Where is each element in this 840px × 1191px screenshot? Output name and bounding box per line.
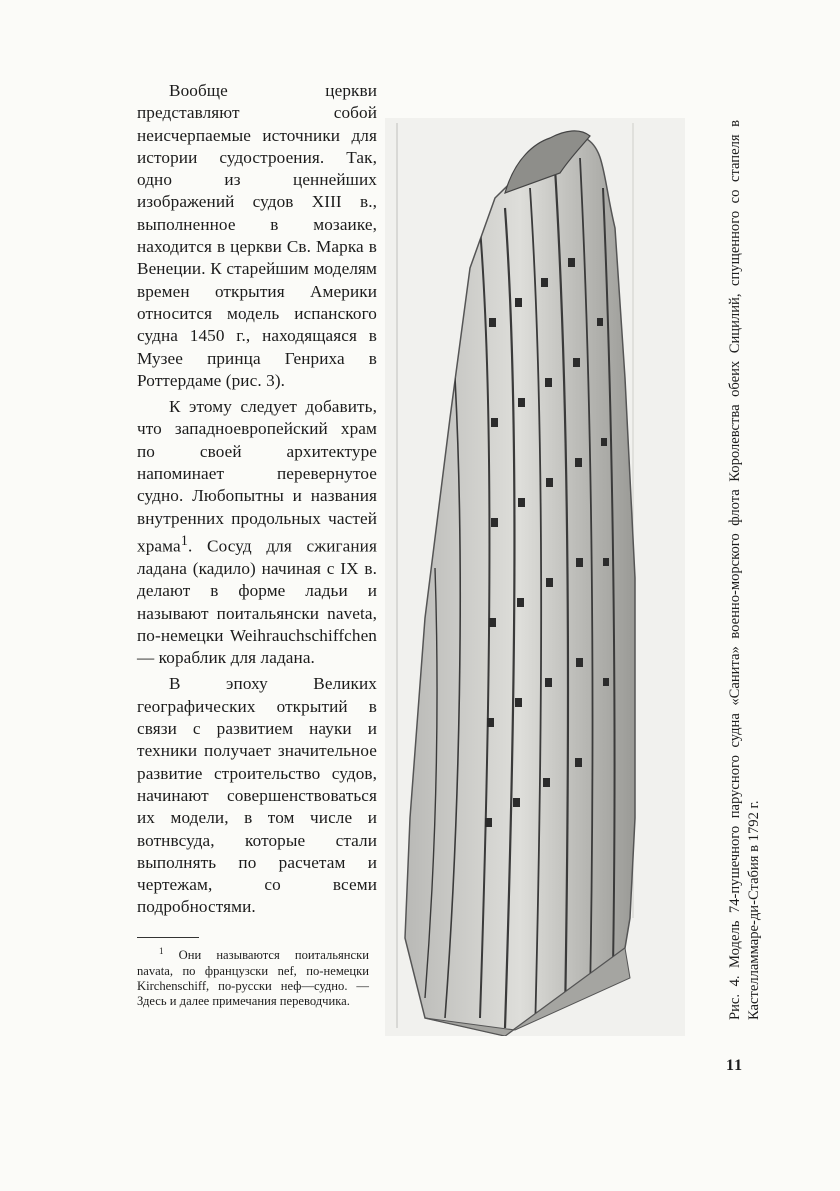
- paragraph-churches: Вообще церкви представляют собой неисчерпаемые источники для истории судостроения. Так, одно из ценнейших изображений судов XIII в., выполненное в мозаике, находится в церкви Св. Марка в Венеции. К старейшим моделям времен открытия Америки относится модель испанского судна 1450 г., находящаяся в Музее принца Генриха в Роттердаме (рис. 3).: [137, 81, 377, 390]
- figure-caption: [726, 120, 764, 1020]
- paragraph-temple-architecture: [137, 396, 377, 669]
- paragraph-temple-text-rest: . Сосуд для сжигания ладана (кадило) начиная с IX в. делают в форме ладьи и называют поитальянски naveta, по-немецки Weihrauchschiffchen — кораблик для ладана.: [137, 536, 377, 668]
- ship-hull-drawing: [385, 118, 685, 1036]
- paragraph-age-of-discovery: В эпоху Великих географических открытий в связи с развитием науки и техники получает значительное развитие строительство судов, начинают совершенствоваться их модели, в том числе и вотнвсуда, которые стали выполнять по расчетам и чертежам, со всеми подробностями.: [137, 674, 377, 917]
- footnote-marker: 1: [159, 946, 164, 956]
- footnote-reference: 1: [180, 532, 188, 549]
- figure-caption-text: Рис. 4. Модель 74-пушечного парусного судна «Санита» военно-морского флота Королевства обеих Сицилий, спущенного со стапеля в Кастелламмаре-ди-Стабия в 1792 г.: [727, 120, 762, 1020]
- paragraph-temple-text: К этому следует добавить, что западноевропейский храм по своей архитектуре напоминает перевернутое судно. Любопытны и названия внутренних продольных частей храма: [137, 397, 377, 556]
- footnote-text: Они называются поитальянски navata, по французски nef, по-немецки Kirchenschiff, по-русски неф—судно. — Здесь и далее примечания переводчика.: [137, 948, 369, 1009]
- footnote-divider: [137, 937, 199, 938]
- footnote: [137, 944, 369, 1010]
- page-number: 11: [726, 1057, 744, 1074]
- ship-model-illustration: [385, 118, 685, 1036]
- main-text-column: [137, 80, 377, 923]
